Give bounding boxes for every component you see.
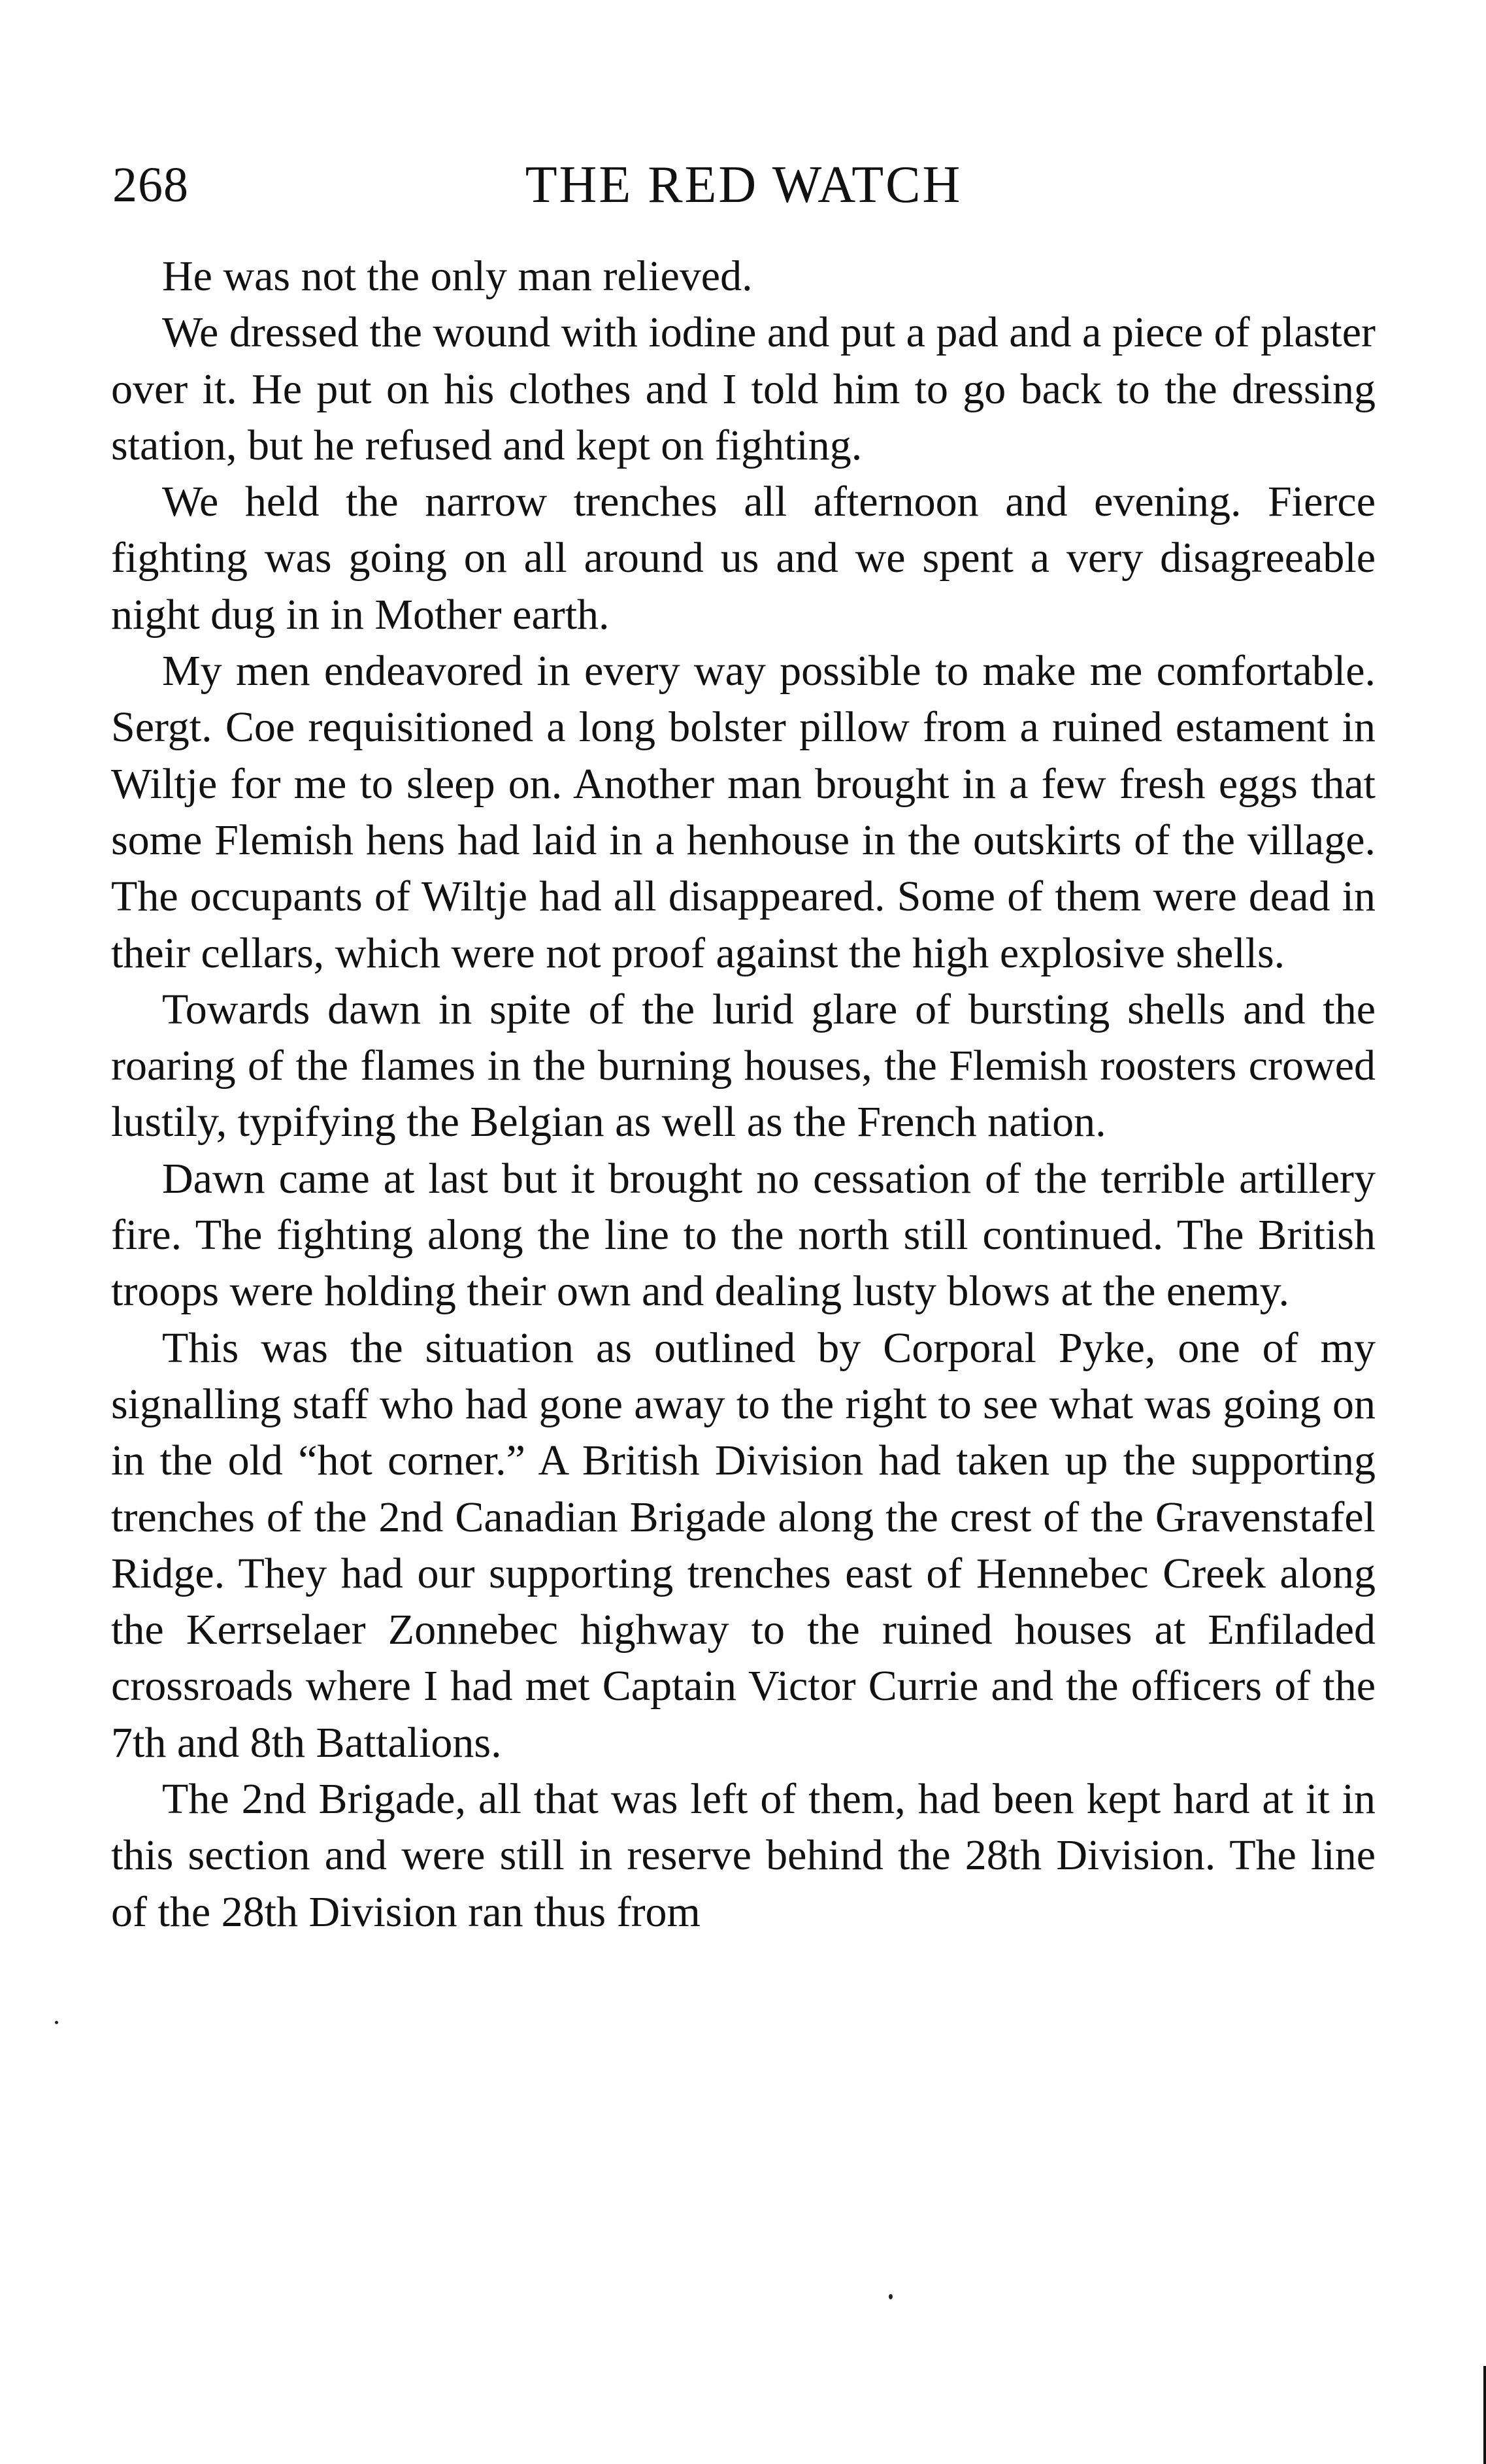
paragraph: My men endeavored in every way possible to make me comfortable. Sergt. Coe requisitioned a long bolster pillow from a ruined estament in Wiltje for me to sleep on. Another man brought in a few fresh eggs that some Flemish hens had laid in a henhouse in the outskirts of the village. The occupants of Wiltje had all disappeared. Some of them were dead in their cellars, which were not proof against the high explosive shells. [111,647,1376,977]
paragraph: The 2nd Brigade, all that was left of them, had been kept hard at it in this section and were still in reserve behind the 28th Division. The line of the 28th Division ran thus from [111,1775,1376,1936]
paragraph: Dawn came at last but it brought no cessation of the terrible artillery fire. The fighting along the line to the north still continued. The British troops were holding their own and dealing lusty blows at the enemy. [111,1154,1376,1316]
scan-edge-mark [1483,2366,1486,2464]
paragraph: We held the narrow trenches all afternoon and evening. Fierce fighting was going on all around us and we spent a very disagreeable night dug in in Mother earth. [111,478,1376,639]
body-text [111,248,1376,1940]
paragraph: He was not the only man relieved. [162,252,753,300]
paragraph: This was the situation as outlined by Corporal Pyke, one of my signalling staff who had gone away to the right to see what was going on in the old “hot corner.” A British Division had taken up the supporting trenches of the 2nd Canadian Brigade along the crest of the Gravenstafel Ridge. They had our supporting trenches east of Hennebec Creek along the Kerrselaer Zonnebec highway to the ruined houses at Enfiladed crossroads where I had met Captain Victor Currie and the officers of the 7th and 8th Battalions. [111,1324,1376,1767]
page-header [112,149,1375,221]
paragraph: We dressed the wound with iodine and put a pad and a piece of plaster over it. He put on his clothes and I told him to go back to the dressing station, but he refused and kept on fighting. [111,308,1376,469]
page-number: 268 [112,158,189,212]
scan-speck [55,2021,58,2024]
scan-speck [889,2294,893,2299]
paragraph: Towards dawn in spite of the lurid glare of bursting shells and the roaring of the flames in the burning houses, the Flemish roosters crowed lustily, typifying the Belgian as well as the French nation. [111,985,1376,1146]
running-title: THE RED WATCH [525,156,963,214]
